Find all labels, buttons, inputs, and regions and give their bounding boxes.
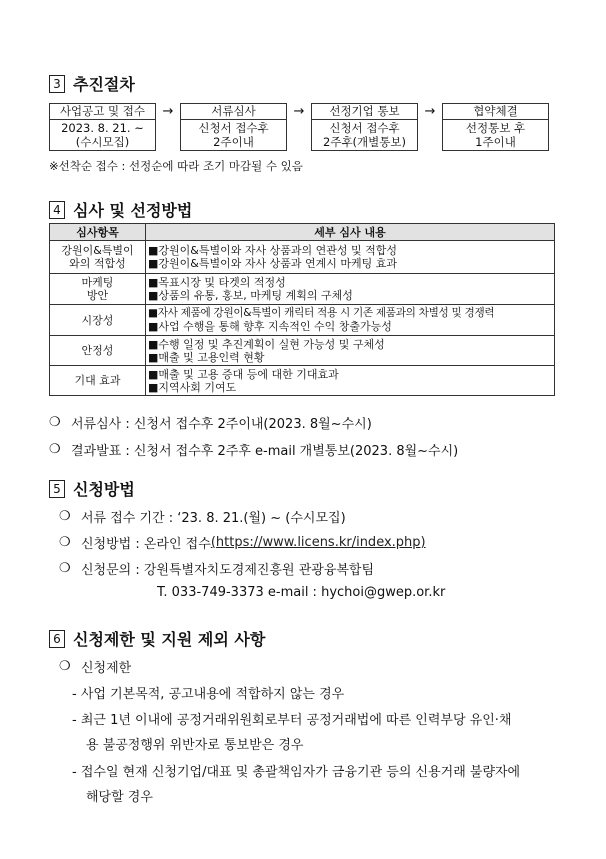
step-head: 서류심사 — [180, 103, 287, 119]
criteria-cell — [50, 241, 146, 274]
table-header: 심사항목 — [50, 224, 146, 241]
section-3-heading: 추진절차 — [73, 75, 135, 94]
result-bullet — [49, 440, 458, 459]
restriction-item-continued: 용 불공정행위 위반자로 통보받은 경우 — [86, 738, 304, 753]
step-line: 1주이내 — [475, 135, 516, 149]
application-link[interactable]: (https://www.licens.kr/index.php) — [210, 535, 426, 550]
circle-bullet-icon: ❍ — [59, 561, 71, 576]
step-body — [311, 119, 418, 151]
detail-cell — [146, 305, 555, 336]
section-6-heading: 신청제한 및 지원 제외 사항 — [73, 630, 266, 649]
section-number-box: 5 — [49, 480, 65, 498]
section-number-box: 4 — [49, 201, 65, 219]
restriction-bullet — [59, 657, 131, 676]
restriction-item: - 최근 1년 이내에 공정거래위원회로부터 공정거래법에 따른 인력부당 유인·채 — [72, 713, 512, 728]
step-line: (수시모집) — [75, 135, 130, 149]
detail-text: ■강원이&특별이와 자사 상품과의 연관성 및 적합성 — [148, 244, 397, 257]
section-6-title — [49, 627, 265, 650]
step-line: 2023. 8. 21. ~ — [61, 121, 144, 135]
detail-text: ■자사 제품에 강원이&특별이 캐릭터 적용 시 기존 제품과의 차별성 및 경쟁력 — [148, 307, 495, 319]
table-row — [50, 336, 555, 366]
circle-bullet-icon: ❍ — [59, 509, 71, 524]
contact-bullet — [59, 559, 374, 578]
detail-text: ■매출 및 고용인력 현황 — [148, 350, 265, 364]
step-head: 선정기업 통보 — [311, 103, 418, 119]
detail-text: ■강원이&특별이와 자사 상품과 연계시 마케팅 효과 — [148, 257, 397, 270]
section-number-box: 3 — [49, 75, 65, 93]
arrow-icon: → — [424, 104, 436, 119]
step-head: 사업공고 및 접수 — [49, 103, 156, 119]
detail-text: ■지역사회 기여도 — [148, 380, 237, 394]
section-5-title — [49, 477, 135, 500]
section-number-box: 6 — [49, 630, 65, 648]
section-4-title — [49, 198, 192, 221]
period-text: 서류 접수 기간 : ‘23. 8. 21.(월) ~ (수시모집) — [81, 511, 346, 526]
detail-text: ■수행 일정 및 추진계획이 실현 가능성 및 구체성 — [148, 337, 385, 351]
table-row — [50, 241, 555, 274]
table-row — [50, 274, 555, 305]
section-3-title — [49, 72, 135, 95]
section-4-heading: 심사 및 선정방법 — [73, 201, 193, 220]
detail-text: ■상품의 유통, 홍보, 마케팅 계획의 구체성 — [148, 289, 353, 302]
circle-bullet-icon: ❍ — [59, 535, 71, 550]
detail-cell — [146, 241, 555, 274]
restriction-heading: 신청제한 — [81, 661, 132, 676]
arrow-icon: → — [162, 104, 174, 119]
restriction-item: - 사업 기본목적, 공고내용에 적합하지 않는 경우 — [72, 687, 345, 702]
review-bullet — [49, 413, 372, 432]
step-selection-notice — [311, 103, 418, 151]
detail-cell — [146, 366, 555, 396]
method-bullet — [59, 533, 426, 552]
criteria-text: 강원이&특별이 — [61, 244, 134, 257]
detail-cell — [146, 274, 555, 305]
step-head: 협약체결 — [442, 103, 549, 119]
criteria-cell: 시장성 — [50, 305, 146, 336]
circle-bullet-icon: ❍ — [49, 415, 61, 430]
step-agreement — [442, 103, 549, 151]
circle-bullet-icon: ❍ — [49, 442, 61, 457]
early-close-note: ※선착순 접수 : 선정순에 따라 조기 마감될 수 있음 — [49, 159, 303, 173]
step-body — [180, 119, 287, 151]
step-line: 선정통보 후 — [465, 121, 526, 135]
table-row — [50, 305, 555, 336]
step-announcement — [49, 103, 156, 151]
contact-text: 신청문의 : 강원특별자치도경제진흥원 관광융복합팀 — [81, 563, 375, 578]
table-row — [50, 366, 555, 396]
detail-text: ■사업 수행을 통해 향후 지속적인 수익 창출가능성 — [148, 320, 392, 333]
criteria-text: 방안 — [86, 289, 109, 302]
step-line: 2주후(개별통보) — [323, 135, 406, 149]
step-body — [442, 119, 549, 151]
criteria-text: 와의 적합성 — [69, 257, 126, 270]
criteria-cell: 기대 효과 — [50, 366, 146, 396]
criteria-text: 마케팅 — [81, 276, 114, 289]
result-text: 결과발표 : 신청서 접수후 2주후 e-mail 개별통보(2023. 8월~수시) — [71, 444, 459, 459]
detail-text: ■목표시장 및 타겟의 적정성 — [148, 276, 286, 289]
step-line: 신청서 접수후 — [329, 121, 400, 135]
criteria-cell — [50, 274, 146, 305]
step-document-review — [180, 103, 287, 151]
arrow-icon: → — [293, 104, 305, 119]
restriction-item: - 접수일 현재 신청기업/대표 및 총괄책임자가 금융기관 등의 신용거래 불량자에 — [72, 765, 521, 780]
circle-bullet-icon: ❍ — [59, 659, 71, 674]
process-flow — [49, 103, 549, 153]
contact-details: T. 033-749-3373 e-mail : hychoi@gwep.or.kr — [157, 585, 446, 600]
step-line: 신청서 접수후 — [198, 121, 269, 135]
section-5-heading: 신청방법 — [73, 480, 135, 499]
method-text: 신청방법 : 온라인 접수 — [81, 537, 211, 552]
detail-text: ■매출 및 고용 증대 등에 대한 기대효과 — [148, 367, 339, 381]
table-header: 세부 심사 내용 — [146, 224, 555, 241]
restriction-item-continued: 해당할 경우 — [86, 790, 153, 805]
period-bullet — [59, 507, 346, 526]
table-header-row — [50, 224, 555, 241]
evaluation-table — [49, 223, 555, 396]
detail-cell — [146, 336, 555, 366]
step-body — [49, 119, 156, 151]
step-line: 2주이내 — [213, 135, 254, 149]
criteria-cell: 안정성 — [50, 336, 146, 366]
review-text: 서류심사 : 신청서 접수후 2주이내(2023. 8월~수시) — [71, 417, 372, 432]
